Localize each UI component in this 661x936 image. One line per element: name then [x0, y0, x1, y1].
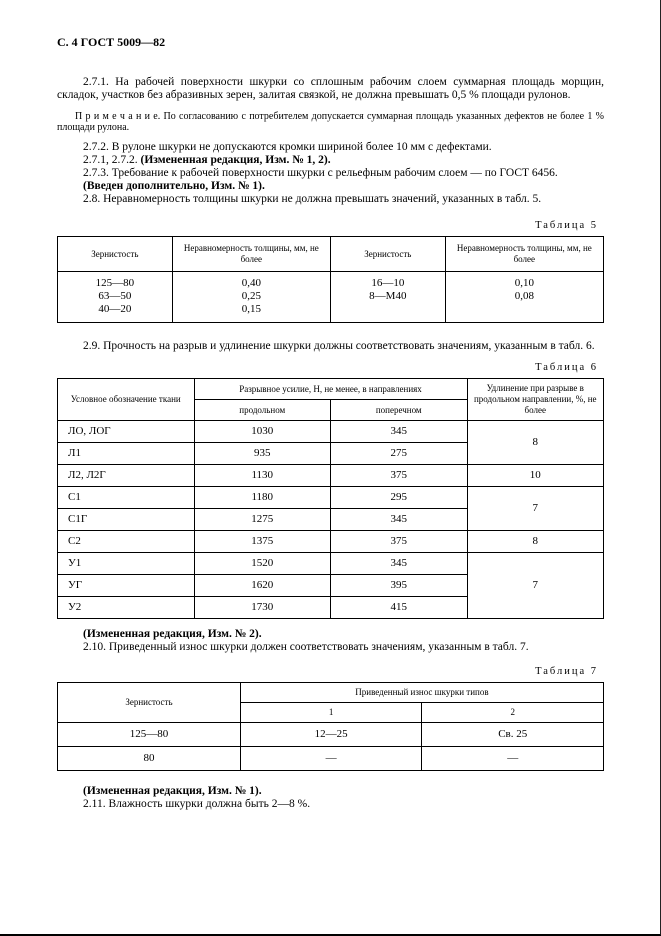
table-row [58, 465, 604, 487]
amendment-2-7-1-2-7-2 [57, 154, 604, 167]
longitudinal-cell: 1620 [194, 575, 331, 597]
longitudinal-cell: 1375 [194, 531, 331, 553]
longitudinal-cell: 1180 [194, 487, 331, 509]
transverse-cell: 295 [331, 487, 468, 509]
fabric-cell: У2 [58, 597, 195, 619]
fabric-cell: Л1 [58, 443, 195, 465]
table-5-header-grit-left: Зернистость [58, 237, 173, 272]
amendment-prefix: 2.7.1, 2.7.2. [83, 154, 141, 166]
grit-value: 16—10 [371, 277, 405, 289]
transverse-cell: 345 [331, 509, 468, 531]
table-6-header-longitudinal: продольном [194, 400, 331, 421]
table-6 [57, 378, 604, 619]
table-5-header-unevenness-left: Неравномерность толщины, мм, не более [172, 237, 330, 272]
table-6-caption: Таблица 6 [535, 362, 598, 373]
paragraph-2-9: 2.9. Прочность на разрыв и удлинение шкурки должны соответствовать значениям, указанным в табл. 6. [83, 340, 595, 352]
elongation-cell: 8 [467, 531, 604, 553]
fabric-cell: С1 [58, 487, 195, 509]
paragraph-2-10: 2.10. Приведенный износ шкурки должен соответствовать значениям, указанным в табл. 7. [83, 641, 529, 653]
paragraph-2-7-2: 2.7.2. В рулоне шкурки не допускаются кромки шириной более 10 мм с дефектами. [83, 141, 492, 153]
transverse-cell: 275 [331, 443, 468, 465]
amendment-text: (Измененная редакция, Изм. № 1, 2). [140, 154, 331, 166]
longitudinal-cell: 1275 [194, 509, 331, 531]
wear-type-1-cell: 12—25 [240, 723, 422, 747]
table-7-header-type-2: 2 [422, 703, 604, 723]
amendment-2-10: (Измененная редакция, Изм. № 1). [83, 785, 262, 797]
grit-value: 125—80 [95, 277, 135, 289]
longitudinal-cell: 935 [194, 443, 331, 465]
table-6-header-force: Разрывное усилие, Н, не менее, в направлениях [194, 379, 467, 400]
table-5 [57, 236, 604, 323]
fabric-cell: С2 [58, 531, 195, 553]
grit-value: 40—20 [98, 303, 132, 315]
grit-value: 8—М40 [369, 290, 407, 302]
longitudinal-cell: 1130 [194, 465, 331, 487]
table-5-header-row [58, 237, 604, 272]
longitudinal-cell: 1730 [194, 597, 331, 619]
table-6-header-elongation: Удлинение при разрыве в продольном направлении, %, не более [467, 379, 604, 421]
elongation-cell: 7 [467, 553, 604, 619]
table-7-header-type-1: 1 [240, 703, 422, 723]
elongation-cell: 8 [467, 421, 604, 465]
table-5-header-grit-right: Зернистость [330, 237, 445, 272]
unevenness-value: 0,40 [241, 277, 261, 289]
grit-value: 63—50 [98, 290, 132, 302]
paragraph-2-8: 2.8. Неравномерность толщины шкурки не должна превышать значений, указанных в табл. 5. [83, 193, 542, 205]
table-6-header-row-1 [58, 379, 604, 400]
fabric-cell: Л2, Л2Г [58, 465, 195, 487]
table-5-header-unevenness-right: Неравномерность толщины, мм, не более [445, 237, 603, 272]
table-row [58, 723, 604, 747]
table-5-grit-right-cell [330, 272, 445, 323]
table-5-unevenness-right-cell [445, 272, 603, 323]
elongation-cell: 10 [467, 465, 604, 487]
note-paragraph: П р и м е ч а н и е. По согласованию с потребителем допускается суммарная площадь указанных дефектов не более 1 % площади рулона. [57, 111, 604, 133]
table-7-header-wear: Приведенный износ шкурки типов [240, 683, 603, 703]
page-header: С. 4 ГОСТ 5009—82 [57, 35, 166, 49]
table-6-header-transverse: поперечном [331, 400, 468, 421]
paragraph-2-7-3: 2.7.3. Требование к рабочей поверхности шкурки с рельефным рабочим слоем — по ГОСТ 6456. [83, 167, 558, 179]
paragraph-2-11: 2.11. Влажность шкурки должна быть 2—8 %. [83, 798, 311, 810]
wear-type-2-cell: — [422, 747, 604, 771]
table-row [58, 487, 604, 509]
table-row [58, 747, 604, 771]
grit-cell: 80 [58, 747, 241, 771]
table-7-header-row-1 [58, 683, 604, 703]
transverse-cell: 375 [331, 531, 468, 553]
elongation-cell: 7 [467, 487, 604, 531]
grit-cell: 125—80 [58, 723, 241, 747]
fabric-cell: ЛО, ЛОГ [58, 421, 195, 443]
unevenness-value: 0,08 [514, 290, 534, 302]
unevenness-value: 0,25 [241, 290, 261, 302]
table-7-header-grit: Зернистость [58, 683, 241, 723]
table-6-header-fabric: Условное обозначение ткани [58, 379, 195, 421]
table-row [58, 421, 604, 443]
table-5-grit-left-cell [58, 272, 173, 323]
table-row [58, 531, 604, 553]
longitudinal-cell: 1520 [194, 553, 331, 575]
wear-type-2-cell: Св. 25 [422, 723, 604, 747]
unevenness-value: 0,10 [514, 277, 534, 289]
transverse-cell: 375 [331, 465, 468, 487]
amendment-2-7-3: (Введен дополнительно, Изм. № 1). [83, 180, 265, 192]
transverse-cell: 395 [331, 575, 468, 597]
fabric-cell: УГ [58, 575, 195, 597]
table-7 [57, 682, 604, 771]
transverse-cell: 415 [331, 597, 468, 619]
fabric-cell: С1Г [58, 509, 195, 531]
transverse-cell: 345 [331, 421, 468, 443]
table-5-data-row [58, 272, 604, 323]
table-7-caption: Таблица 7 [535, 666, 598, 677]
longitudinal-cell: 1030 [194, 421, 331, 443]
wear-type-1-cell: — [240, 747, 422, 771]
unevenness-value: 0,15 [241, 303, 261, 315]
table-5-unevenness-left-cell [172, 272, 330, 323]
fabric-cell: У1 [58, 553, 195, 575]
transverse-cell: 345 [331, 553, 468, 575]
paragraph-2-7-1: 2.7.1. На рабочей поверхности шкурки со сплошным рабочим слоем суммарная площадь морщин, складок, участков без абразивных зерен, залитая связкой, не должна превышать 0,5 % площади рулонов. [57, 76, 604, 101]
table-row [58, 553, 604, 575]
amendment-2-9: (Измененная редакция, Изм. № 2). [83, 628, 262, 640]
table-5-caption: Таблица 5 [535, 220, 598, 231]
